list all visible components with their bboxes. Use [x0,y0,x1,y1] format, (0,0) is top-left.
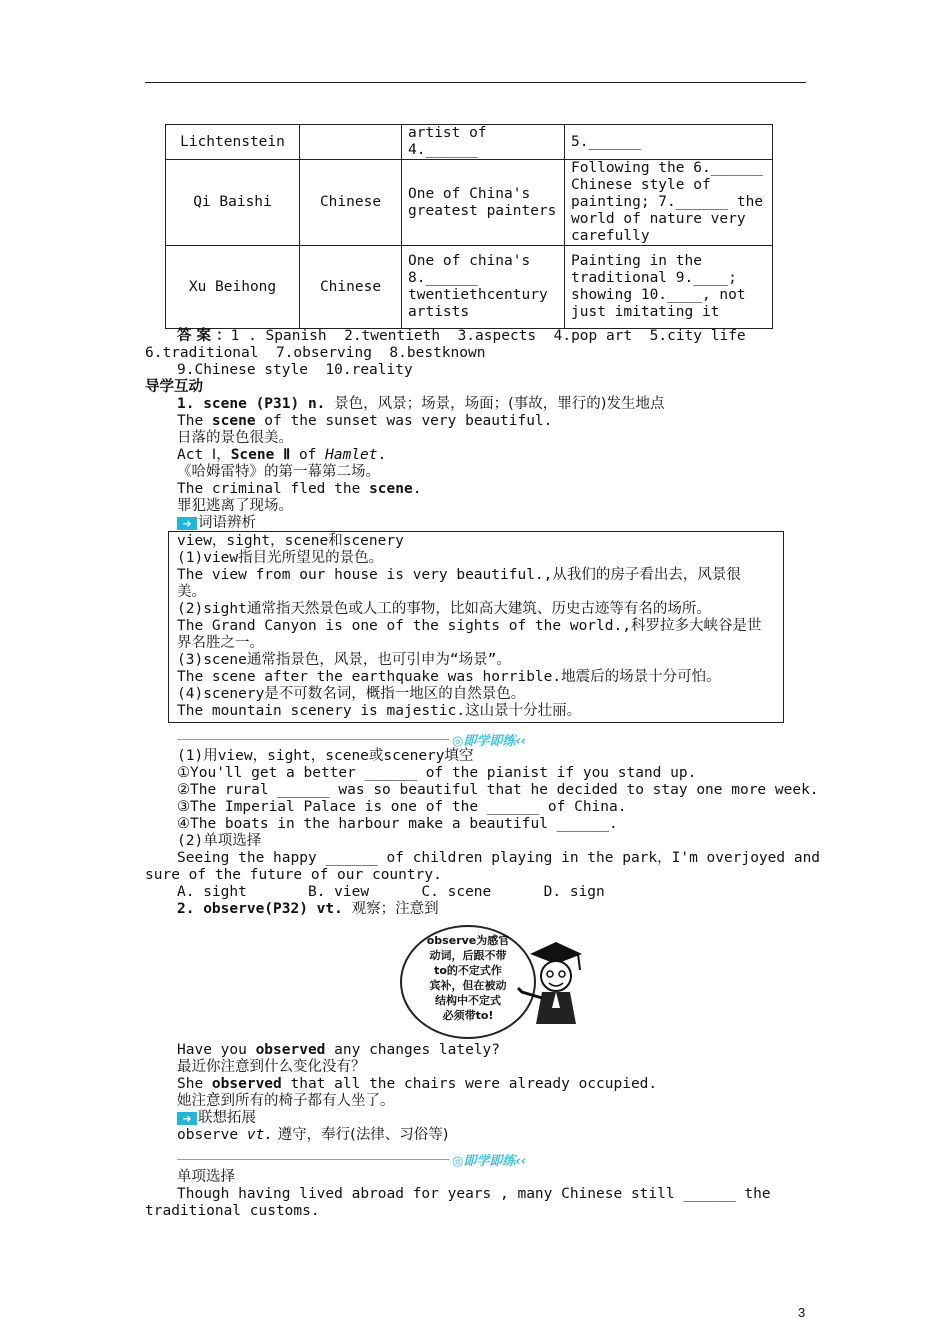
exercise-1-item: ①You'll get a better ______ of the pianist if you stand up. [177,765,697,781]
page-number: 3 [798,1305,806,1320]
table-cell-style: Painting in the traditional 9.____; showing 10.____, not just imitating it [565,246,773,329]
answers-line-2: 6.traditional 7.observing 8.bestknown [145,345,486,361]
speech-bubble-text: observe为感官 动词，后跟不带 to的不定式作 宾补，但在被动 结构中不定式 必须带to! [426,934,510,1022]
box-line: 美。 [177,584,206,600]
table-cell-name: Xu Beihong [166,246,300,329]
exercise-1-question-2: (2)单项选择 [177,833,262,849]
scene-example-1: The scene of the sunset was very beautiful. [177,413,553,429]
scene-example-2: Act Ⅰ，Scene Ⅱ of Hamlet. [177,447,387,463]
answers-text-1: 1 . Spanish 2.twentieth 3.aspects 4.pop art 5.city life [230,328,746,344]
box-line: (1)view指目光所望见的景色。 [177,550,384,566]
box-line: 界名胜之一。 [177,635,264,651]
table-cell-style: Following the 6.______ Chinese style of painting; 7.______ the world of nature very carefully [565,160,773,246]
box-line: The Grand Canyon is one of the sights of the world.,科罗拉多大峡谷是世 [177,618,762,634]
distinguish-label: 词语辨析 [198,515,256,531]
table-cell-nationality: Chinese [300,246,402,329]
exercise-1-item: ④The boats in the harbour make a beautiful ______. [177,816,618,832]
answers-label: 答 案 ： [177,328,231,344]
scene-example-3-cn: 罪犯逃离了现场。 [177,498,293,514]
teacher-cartoon-icon [516,936,586,1026]
arrow-icon: ➜ [177,1112,197,1125]
answers-line-1 [177,328,746,345]
exercise-1-sentence: sure of the future of our country. [145,867,442,883]
exercise-2-question: 单项选择 [177,1169,235,1185]
observe-extension: observe vt. 遵守，奉行(法律、习俗等) [177,1127,449,1143]
box-line: The mountain scenery is majestic.这山景十分壮丽。 [177,703,582,719]
table-cell-known-as: One of china's 8.______ twentiethcentury artists [402,246,565,329]
table-cell-nationality: Chinese [300,160,402,246]
table-row [166,160,773,246]
answers-line-3: 9.Chinese style 10.reality [177,362,413,378]
box-line: (2)sight通常指天然景色或人工的事物，比如高大建筑、历史古迹等有名的场所。 [177,601,711,617]
section-title: 导学互动 [145,379,203,395]
box-line: (3)scene通常指景色，风景，也可引申为“场景”。 [177,652,511,668]
practice-divider [177,739,449,740]
artist-table [165,124,773,329]
exercise-1-item: ②The rural ______ was so beautiful that he decided to stay one more week. [177,782,819,798]
exercise-1-options: A. sight B. view C. scene D. sign [177,884,605,900]
exercise-1-question: (1)用view，sight，scene或scenery填空 [177,748,474,764]
arrow-icon: ➜ [177,517,197,530]
extend-label: 联想拓展 [198,1110,256,1126]
scene-example-2-cn: 《哈姆雷特》的第一幕第二场。 [177,464,380,480]
table-cell-known-as: One of China's greatest painters [402,160,565,246]
observe-example-2: She observed that all the chairs were already occupied. [177,1076,658,1092]
box-line: The view from our house is very beautiful.,从我们的房子看出去，风景很 [177,567,741,583]
observe-example-2-cn: 她注意到所有的椅子都有人坐了。 [177,1093,395,1109]
practice-tag: ◎即学即练‹‹ [452,1154,527,1169]
scene-head-cn: 景色，风景；场景，场面；(事故，罪行的)发生地点 [334,396,665,412]
table-row [166,125,773,160]
header-rule [145,82,806,83]
exercise-2-sentence: Though having lived abroad for years , many Chinese still ______ the [177,1186,771,1202]
box-line: (4)scenery是不可数名词，概指一地区的自然景色。 [177,686,526,702]
exercise-1-item: ③The Imperial Palace is one of the ______ of China. [177,799,627,815]
table-row [166,246,773,329]
scene-example-1-cn: 日落的景色很美。 [177,430,293,446]
table-cell-nationality [300,125,402,160]
practice-divider [177,1159,449,1160]
exercise-2-sentence: traditional customs. [145,1203,320,1219]
table-cell-name: Lichtenstein [166,125,300,160]
box-line: view，sight，scene和scenery [177,533,404,549]
scene-example-3: The criminal fled the scene. [177,481,422,497]
table-cell-name: Qi Baishi [166,160,300,246]
observe-heading: 2. observe(P32) vt. 观察；注意到 [177,901,439,917]
observe-example-1-cn: 最近你注意到什么变化没有？ [177,1059,366,1075]
exercise-1-sentence: Seeing the happy ______ of children playing in the park，I'm overjoyed and [177,850,821,866]
table-cell-known-as: artist of 4.______ [402,125,565,160]
practice-tag: ◎即学即练‹‹ [452,734,527,749]
table-cell-style: 5.______ [565,125,773,160]
scene-heading [177,396,664,413]
scene-head: 1. scene (P31) n. [177,396,326,412]
observe-example-1: Have you observed any changes lately? [177,1042,501,1058]
box-line: The scene after the earthquake was horrible.地震后的场景十分可怕。 [177,669,721,685]
